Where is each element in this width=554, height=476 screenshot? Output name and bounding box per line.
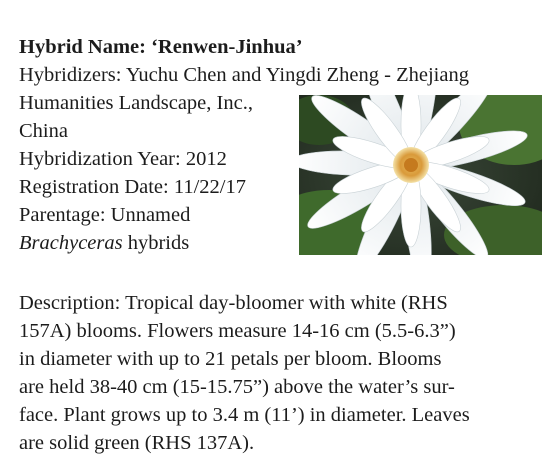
hybridizers-line-2: Humanities Landscape, Inc., <box>19 92 253 114</box>
description-line: face. Plant grows up to 3.4 m (11’) in diameter. Leaves <box>19 404 470 426</box>
hybridizers-line-3: China <box>19 120 68 142</box>
parentage-continued <box>19 229 189 257</box>
registration-date: Registration Date: 11/22/17 <box>19 176 246 198</box>
description-line: are solid green (RHS 137A). <box>19 432 255 454</box>
water-lily-photo <box>299 95 542 255</box>
parentage-species: Brachyceras <box>19 232 123 254</box>
hybridizers-line-1: Hybridizers: Yuchu Chen and Yingdi Zheng - Zhejiang <box>19 64 469 86</box>
description-line: Description: Tropical day-bloomer with white (RHS <box>19 292 448 314</box>
hybrid-name-title: Hybrid Name: ‘Renwen-Jinhua’ <box>19 36 303 58</box>
description-line: 157A) blooms. Flowers measure 14-16 cm (5.5-6.3”) <box>19 320 456 342</box>
hybridization-year: Hybridization Year: 2012 <box>19 148 227 170</box>
description-line: are held 38-40 cm (15-15.75”) above the water’s sur- <box>19 376 455 398</box>
description-line: in diameter with up to 21 petals per bloom. Blooms <box>19 348 442 370</box>
parentage-suffix: hybrids <box>122 232 190 254</box>
parentage: Parentage: Unnamed <box>19 204 191 226</box>
